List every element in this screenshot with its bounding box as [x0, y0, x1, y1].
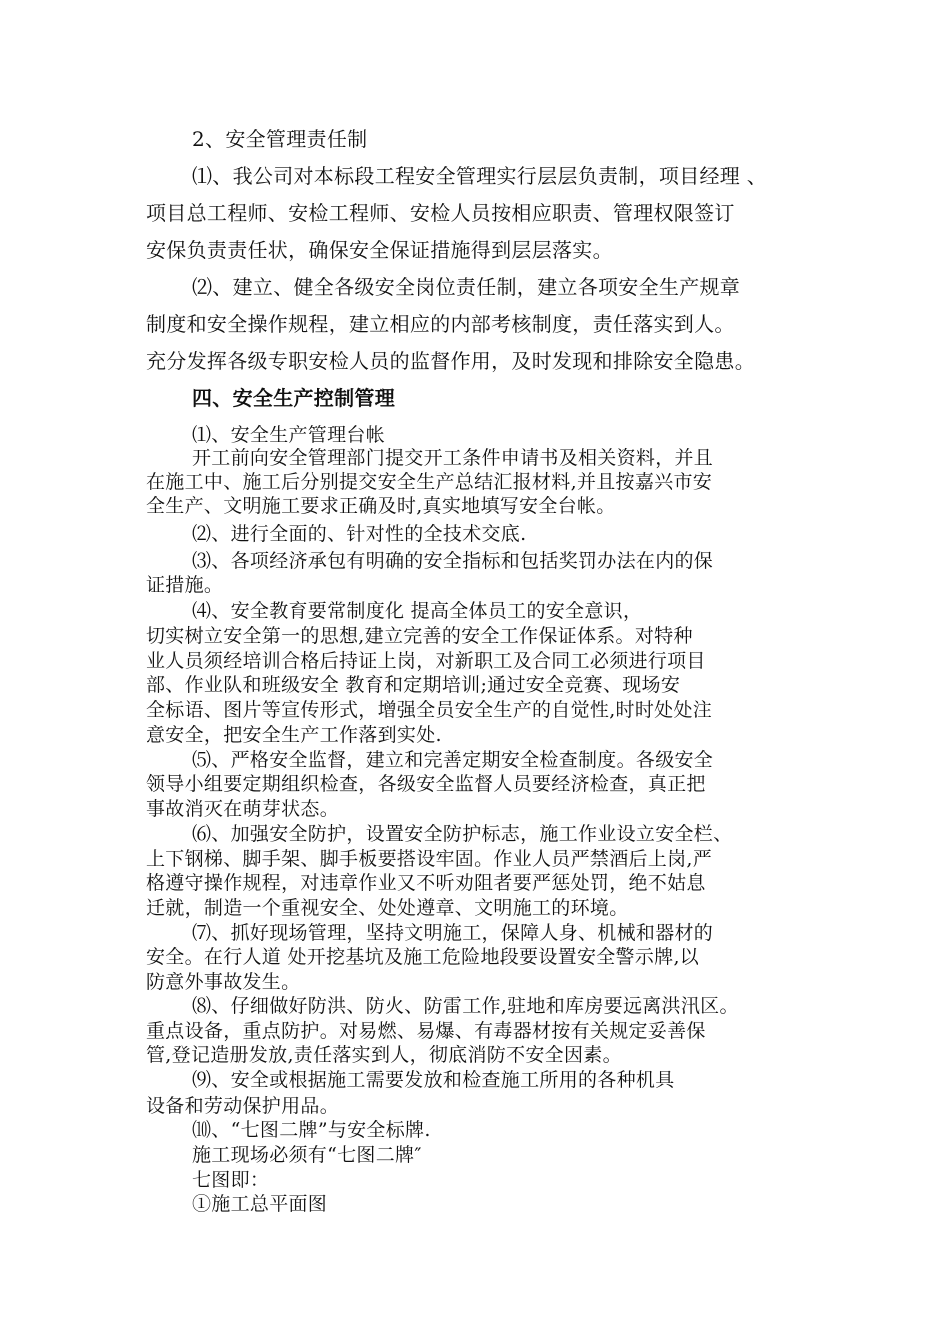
item-1-line-3: 全生产、文明施工要求正确及时,真实地填写安全台帐。: [146, 495, 616, 517]
item-4-line-6: 意安全，把安全生产工作落到实处.: [146, 724, 442, 746]
item-4-line-4: 部、作业队和班级安全 教育和定期培训;通过安全竞赛、现场安: [146, 674, 681, 696]
item-4-line-3: 业人员须经培训合格后持证上岗，对新职工及合同工必须进行项目: [146, 650, 706, 672]
para-2-line-3: 充分发挥各级专职安检人员的监督作用，及时发现和排除安全隐患。: [146, 349, 755, 373]
item-7-line-2: 安全。在行人道 处开挖基坑及施工危险地段要设置安全警示牌,以: [146, 946, 700, 968]
item-1-line-1: 开工前向安全管理部门提交开工条件申请书及相关资料，并且: [192, 447, 714, 469]
item-4-line-1: ⑷、安全教育要常制度化 提高全体员工的安全意识，: [192, 600, 643, 622]
item-1-title: ⑴、安全生产管理台帐: [192, 424, 386, 446]
item-9-line-2: 设备和劳动保护用品。: [146, 1095, 340, 1117]
item-10-line-c: ①施工总平面图: [192, 1193, 328, 1215]
item-6-line-2: 上下钢梯、脚手架、脚手板要搭设牢固。作业人员严禁酒后上岗,严: [146, 848, 713, 870]
para-2-line-2: 制度和安全操作规程，建立相应的内部考核制度，责任落实到人。: [146, 312, 735, 336]
section-heading-4: 四、安全生产控制管理: [192, 386, 395, 410]
item-2: ⑵、进行全面的、针对性的全技术交底.: [192, 523, 527, 545]
item-10-title: ⑽、“七图二牌”与安全标牌.: [192, 1119, 431, 1141]
item-1-line-2: 在施工中、施工后分别提交安全生产总结汇报材料,并且按嘉兴市安: [146, 471, 713, 493]
para-1-line-1: ⑴、我公司对本标段工程安全管理实行层层负责制，项目经理 、: [192, 164, 768, 188]
item-10-line-b: 七图即：: [192, 1169, 270, 1191]
item-8-line-3: 管,登记造册发放,责任落实到人，彻底消防不安全因素。: [146, 1044, 622, 1066]
item-5-line-1: ⑸、严格安全监督，建立和完善定期安全检查制度。各级安全: [192, 749, 714, 771]
item-8-line-2: 重点设备，重点防护。对易燃、易爆、有毒器材按有关规定妥善保: [146, 1020, 706, 1042]
item-7-line-1: ⑺、抓好现场管理，坚持文明施工，保障人身、机械和器材的: [192, 922, 714, 944]
item-6-line-1: ⑹、加强安全防护，设置安全防护标志，施工作业设立安全栏、: [192, 823, 733, 845]
item-4-line-2: 切实树立安全第一的思想,建立完善的安全工作保证体系。对特种: [146, 625, 693, 647]
item-8-line-1: ⑻、仔细做好防洪、防火、防雷工作,驻地和库房要远离洪汛区。: [192, 995, 739, 1017]
heading-safety-responsibility: 2、安全管理责任制: [192, 127, 368, 151]
para-1-line-3: 安保负责责任状，确保安全保证措施得到层层落实。: [146, 238, 613, 262]
para-1-line-2: 项目总工程师、安检工程师、安检人员按相应职责、管理权限签订: [146, 201, 735, 225]
item-10-line-a: 施工现场必须有“七图二牌″: [192, 1144, 422, 1166]
item-3-line-1: ⑶、各项经济承包有明确的安全指标和包括奖罚办法在内的保: [192, 550, 714, 572]
item-6-line-3: 格遵守操作规程，对违章作业又不听劝阻者要严惩处罚，绝不姑息: [146, 872, 706, 894]
item-5-line-3: 事故消灭在萌芽状态。: [146, 798, 340, 820]
item-5-line-2: 领导小组要定期组织检查，各级安全监督人员要经济检查，真正把: [146, 773, 706, 795]
item-6-line-4: 迁就，制造一个重视安全、处处遵章、文明施工的环境。: [146, 897, 629, 919]
item-9-line-1: ⑼、安全或根据施工需要发放和检查施工所用的各种机具: [192, 1069, 675, 1091]
item-4-line-5: 全标语、图片等宣传形式，增强全员安全生产的自觉性,时时处处注: [146, 699, 713, 721]
para-2-line-1: ⑵、建立、健全各级安全岗位责任制，建立各项安全生产规章: [192, 275, 741, 299]
item-3-line-2: 证措施。: [146, 574, 224, 596]
item-7-line-3: 防意外事故发生。: [146, 971, 301, 993]
